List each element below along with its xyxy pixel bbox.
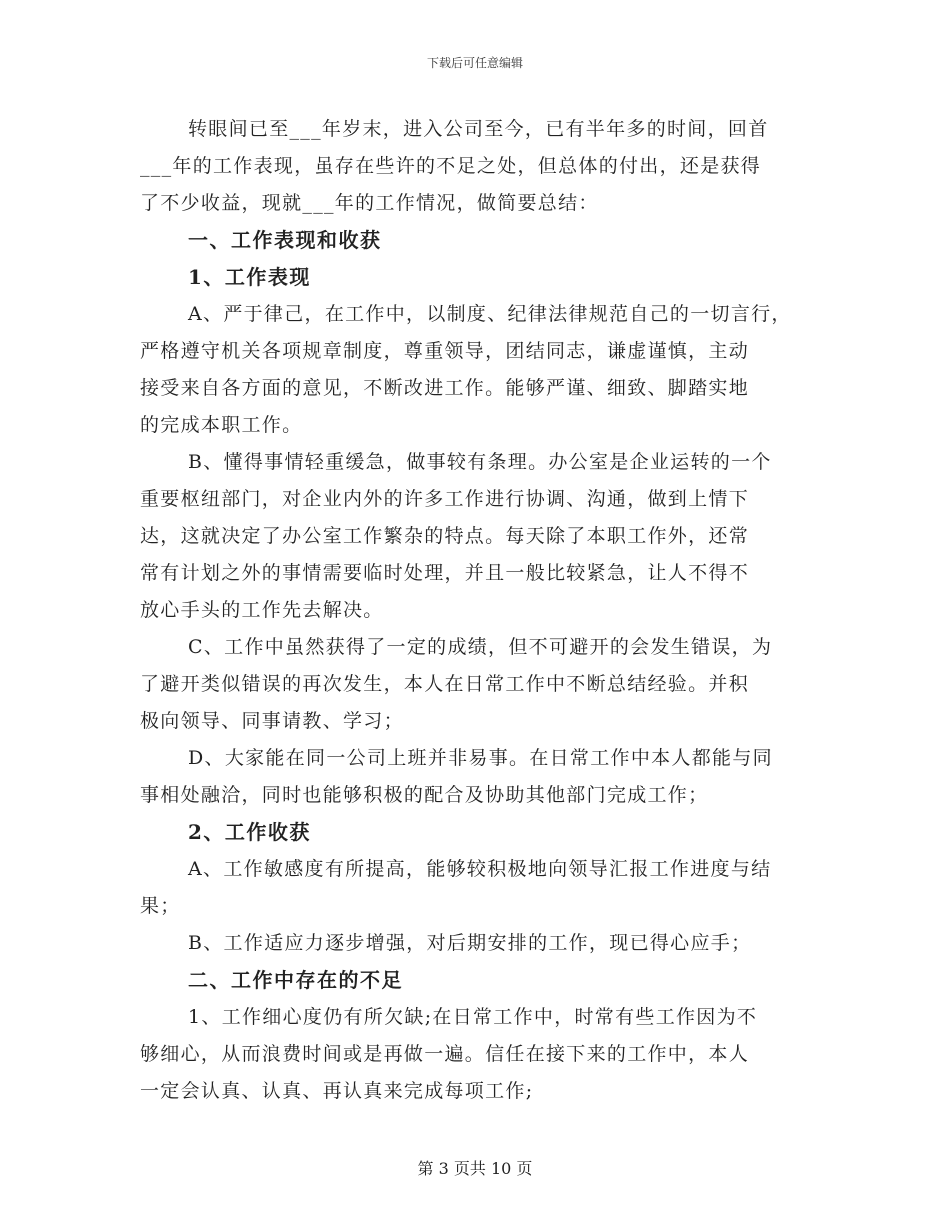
text-line: B、懂得事情轻重缓急，做事较有条理。办公室是企业运转的一个	[188, 451, 772, 473]
text-line: ___年的工作表现，虽存在些许的不足之处，但总体的付出，还是获得	[140, 155, 762, 177]
text-line: 达，这就决定了办公室工作繁杂的特点。每天除了本职工作外，还常	[140, 525, 750, 547]
text-line: C、工作中虽然获得了一定的成绩，但不可避开的会发生错误，为	[188, 636, 773, 658]
gain-paragraph-b	[140, 925, 812, 962]
text-line: 放心手头的工作先去解决。	[140, 599, 384, 621]
text-line: 够细心，从而浪费时间或是再做一遍。信任在接下来的工作中，本人	[140, 1043, 750, 1065]
section-heading-2: 二、工作中存在的不足	[188, 968, 403, 992]
text-line: A、工作敏感度有所提高，能够较积极地向领导汇报工作进度与结	[188, 858, 772, 880]
page-header: 下载后可任意编辑	[426, 56, 523, 70]
text-line: 果；	[140, 895, 181, 917]
intro-paragraph	[140, 111, 812, 222]
paragraph-c	[140, 629, 812, 740]
subsection-heading-work-performance: 1、工作表现	[188, 265, 311, 289]
text-line: 接受来自各方面的意见，不断改进工作。能够严谨、细致、脚踏实地	[140, 377, 750, 399]
text-line: 极向领导、同事请教、学习；	[140, 710, 404, 732]
document-body	[140, 111, 812, 1110]
text-line: 转眼间已至___年岁末，进入公司至今，已有半年多的时间，回首	[188, 118, 769, 140]
section-heading-1: 一、工作表现和收获	[188, 228, 382, 252]
deficiency-paragraph-1	[140, 999, 812, 1110]
text-line: 一定会认真、认真、再认真来完成每项工作;	[140, 1080, 534, 1102]
text-line: 了不少收益，现就___年的工作情况，做简要总结：	[140, 192, 599, 214]
paragraph-b	[140, 444, 812, 629]
text-line: 1、工作细心度仍有所欠缺;在日常工作中，时常有些工作因为不	[188, 1006, 758, 1028]
text-line: 重要枢纽部门，对企业内外的许多工作进行协调、沟通，做到上情下	[140, 488, 750, 510]
text-line: A、严于律己，在工作中，以制度、纪律法律规范自己的一切言行，	[188, 303, 792, 325]
text-line: B、工作适应力逐步增强，对后期安排的工作，现已得心应手；	[188, 932, 752, 954]
text-line: 常有计划之外的事情需要临时处理，并且一般比较紧急，让人不得不	[140, 562, 750, 584]
paragraph-a	[140, 296, 812, 444]
paragraph-d	[140, 740, 812, 814]
text-line: 了避开类似错误的再次发生，本人在日常工作中不断总结经验。并积	[140, 673, 750, 695]
text-line: 的完成本职工作。	[140, 414, 303, 436]
page-footer: 第 3 页共 10 页	[417, 1159, 533, 1178]
text-line: 严格遵守机关各项规章制度，尊重领导，团结同志，谦虚谨慎，主动	[140, 340, 750, 362]
text-line: 事相处融洽，同时也能够积极的配合及协助其他部门完成工作；	[140, 784, 709, 806]
text-line: D、大家能在同一公司上班并非易事。在日常工作中本人都能与同	[188, 747, 773, 769]
subsection-heading-work-gains: 2、工作收获	[188, 820, 311, 844]
gain-paragraph-a	[140, 851, 812, 925]
